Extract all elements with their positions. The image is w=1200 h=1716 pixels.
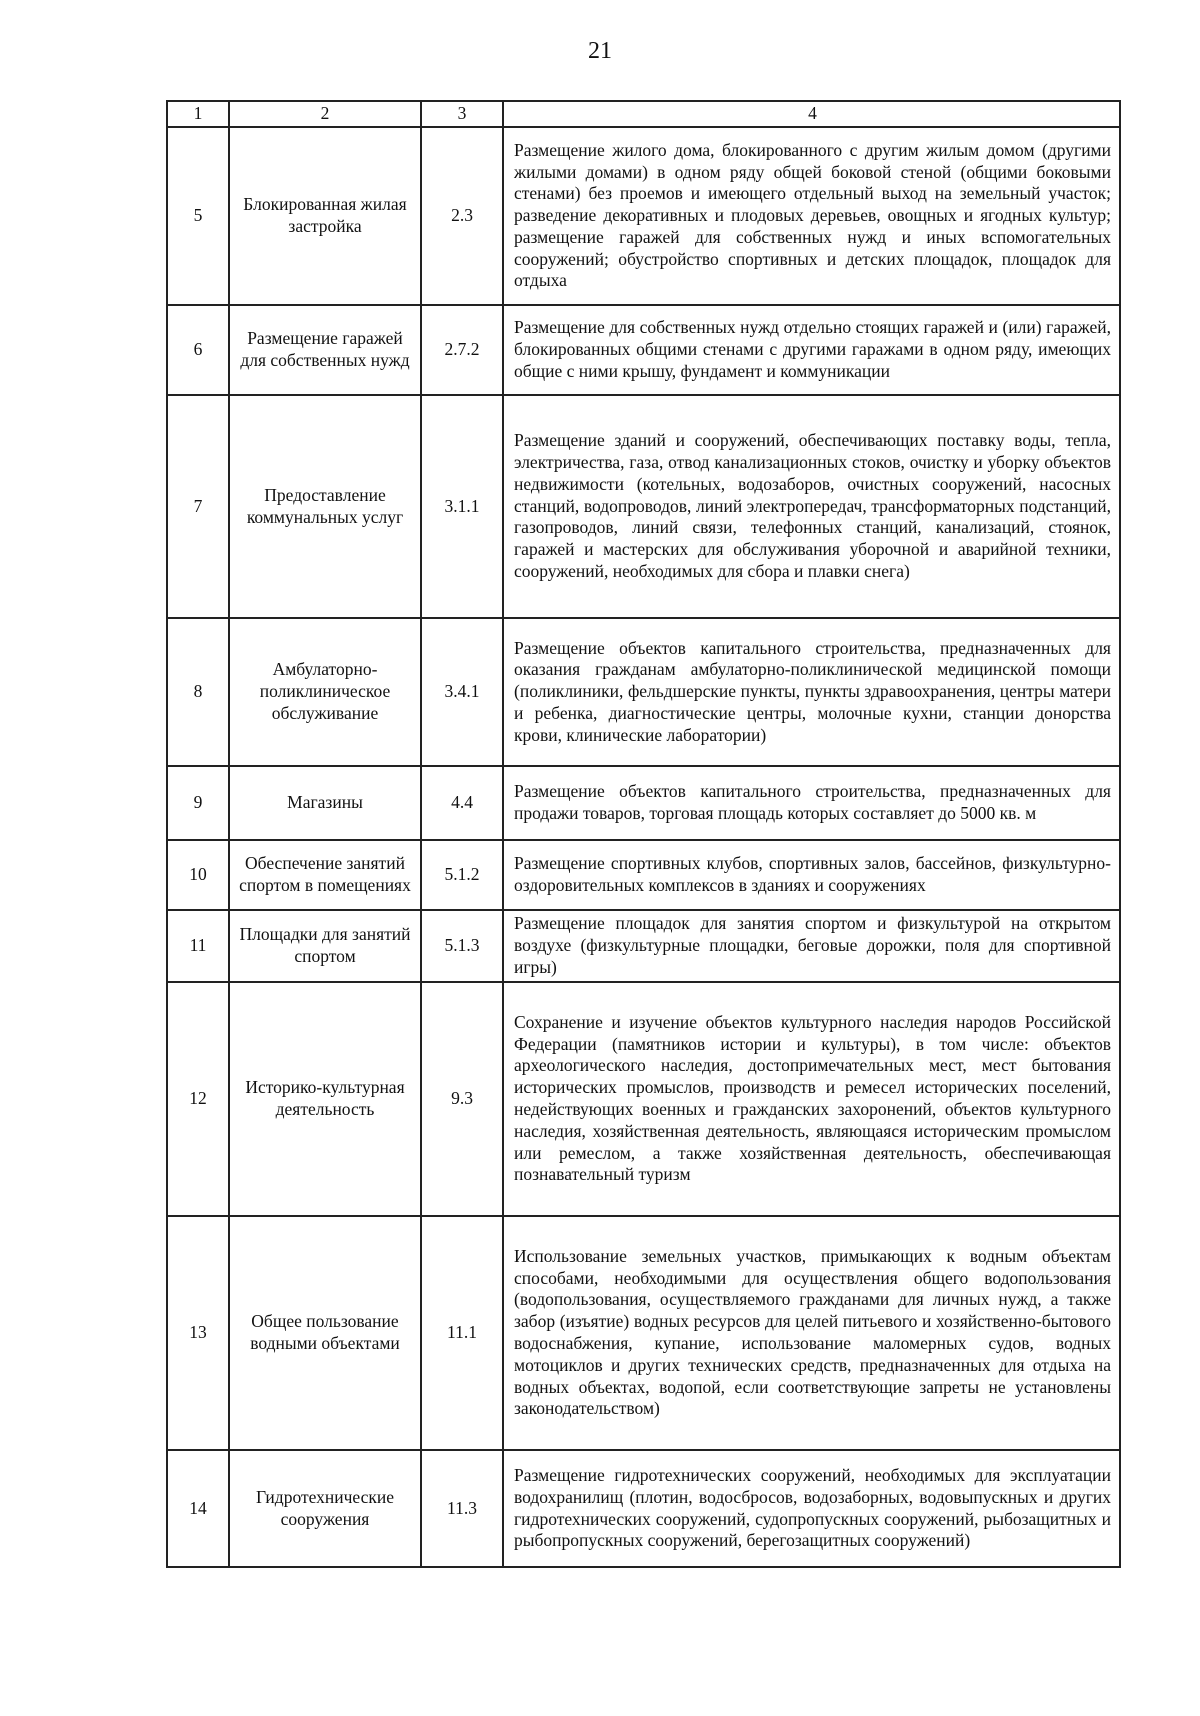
use-type-code: 2.7.2 [421,305,503,395]
table-row [167,618,1120,766]
row-number: 8 [167,618,229,766]
use-type-description: Размещение спортивных клубов, спортивных залов, бассейнов, физкультурно-оздоровительных комплексов в зданиях и сооружениях [503,840,1120,910]
use-type-name: Общее пользование водными объектами [229,1216,421,1450]
use-type-name: Амбулаторно-поликлиническое обслуживание [229,618,421,766]
row-number: 10 [167,840,229,910]
use-type-name: Историко-культурная деятельность [229,982,421,1216]
use-type-name: Обеспечение занятий спортом в помещениях [229,840,421,910]
table-row [167,910,1120,982]
use-type-description: Размещение объектов капитального строительства, предназначенных для продажи товаров, торговая площадь которых составляет до 5000 кв. м [503,766,1120,840]
use-type-name: Гидротехнические сооружения [229,1450,421,1567]
table-header-row [167,101,1120,127]
row-number: 12 [167,982,229,1216]
use-type-description: Размещение площадок для занятия спортом и физкультурой на открытом воздухе (физкультурные площадки, беговые дорожки, поля для спортивной игры) [503,910,1120,982]
use-type-code: 3.4.1 [421,618,503,766]
use-type-code: 5.1.2 [421,840,503,910]
use-type-name: Предоставление коммунальных услуг [229,395,421,618]
row-number: 7 [167,395,229,618]
use-type-code: 3.1.1 [421,395,503,618]
use-type-description: Размещение для собственных нужд отдельно стоящих гаражей и (или) гаражей, блокированных общими стенами с другими гаражами в одном ряду, имеющих общие с ними крышу, фундамент и коммуникации [503,305,1120,395]
use-type-code: 4.4 [421,766,503,840]
table-row [167,1450,1120,1567]
use-type-code: 11.1 [421,1216,503,1450]
use-type-description: Размещение жилого дома, блокированного с другим жилым домом (другими жилыми домами) в одном ряду общей боковой стеной (общими боковыми стенами) без проемов и имеющего отдельный выход на земельный участок; разведение декоративных и плодовых деревьев, овощных и ягодных культур; размещение гаражей для собственных нужд и иных вспомогательных сооружений; обустройство спортивных и детских площадок, площадок для отдыха [503,127,1120,305]
table-row [167,1216,1120,1450]
use-type-code: 2.3 [421,127,503,305]
use-type-code: 9.3 [421,982,503,1216]
table-row [167,982,1120,1216]
use-type-code: 5.1.3 [421,910,503,982]
use-type-description: Использование земельных участков, примыкающих к водным объектам способами, необходимыми для осуществления общего водопользования (водопользования, осуществляемого гражданами для личных нужд, а также забор (изъятие) водных ресурсов для целей питьевого и хозяйственно-бытового водоснабжения, купание, использование маломерных судов, водных мотоциклов и других технических средств, предназначенных для отдыха на водных объектах, водопой, если соответствующие запреты не установлены законодательством) [503,1216,1120,1450]
use-type-description: Размещение гидротехнических сооружений, необходимых для эксплуатации водохранилищ (плотин, водосбросов, водозаборных, водовыпускных и других гидротехнических сооружений, судопропускных сооружений, рыбозащитных и рыбопропускных сооружений, берегозащитных сооружений) [503,1450,1120,1567]
use-type-description: Сохранение и изучение объектов культурного наследия народов Российской Федерации (памятников истории и культуры), в том числе: объектов археологического наследия, достопримечательных мест, мест бытования исторических промыслов, производств и ремесел исторических поселений, недействующих военных и гражданских захоронений, объектов культурного наследия, хозяйственная деятельность, являющаяся историческим промыслом или ремеслом, а также хозяйственная деятельность, обеспечивающая познавательный туризм [503,982,1120,1216]
table-row [167,395,1120,618]
header-col-3: 3 [421,101,503,127]
use-type-name: Размещение гаражей для собственных нужд [229,305,421,395]
use-type-description: Размещение зданий и сооружений, обеспечивающих поставку воды, тепла, электричества, газа, отвод канализационных стоков, очистку и уборку объектов недвижимости (котельных, водозаборов, очистных сооружений, насосных станций, водопроводов, линий электропередач, трансформаторных подстанций, газопроводов, линий связи, телефонных станций, канализаций, стоянок, гаражей и мастерских для обслуживания уборочной и аварийной техники, сооружений, необходимых для сбора и плавки снега) [503,395,1120,618]
use-type-code: 11.3 [421,1450,503,1567]
land-use-table [166,100,1121,1568]
use-type-name: Площадки для занятий спортом [229,910,421,982]
row-number: 14 [167,1450,229,1567]
header-col-4: 4 [503,101,1120,127]
row-number: 13 [167,1216,229,1450]
header-col-1: 1 [167,101,229,127]
table-row [167,766,1120,840]
table-row [167,127,1120,305]
use-type-description: Размещение объектов капитального строительства, предназначенных для оказания гражданам амбулаторно-поликлинической медицинской помощи (поликлиники, фельдшерские пункты, пункты здравоохранения, центры матери и ребенка, диагностические центры, молочные кухни, станции донорства крови, клинические лаборатории) [503,618,1120,766]
row-number: 6 [167,305,229,395]
row-number: 5 [167,127,229,305]
row-number: 9 [167,766,229,840]
use-type-name: Магазины [229,766,421,840]
header-col-2: 2 [229,101,421,127]
use-type-name: Блокированная жилая застройка [229,127,421,305]
table-row [167,305,1120,395]
page-number: 21 [588,38,612,64]
row-number: 11 [167,910,229,982]
table-row [167,840,1120,910]
